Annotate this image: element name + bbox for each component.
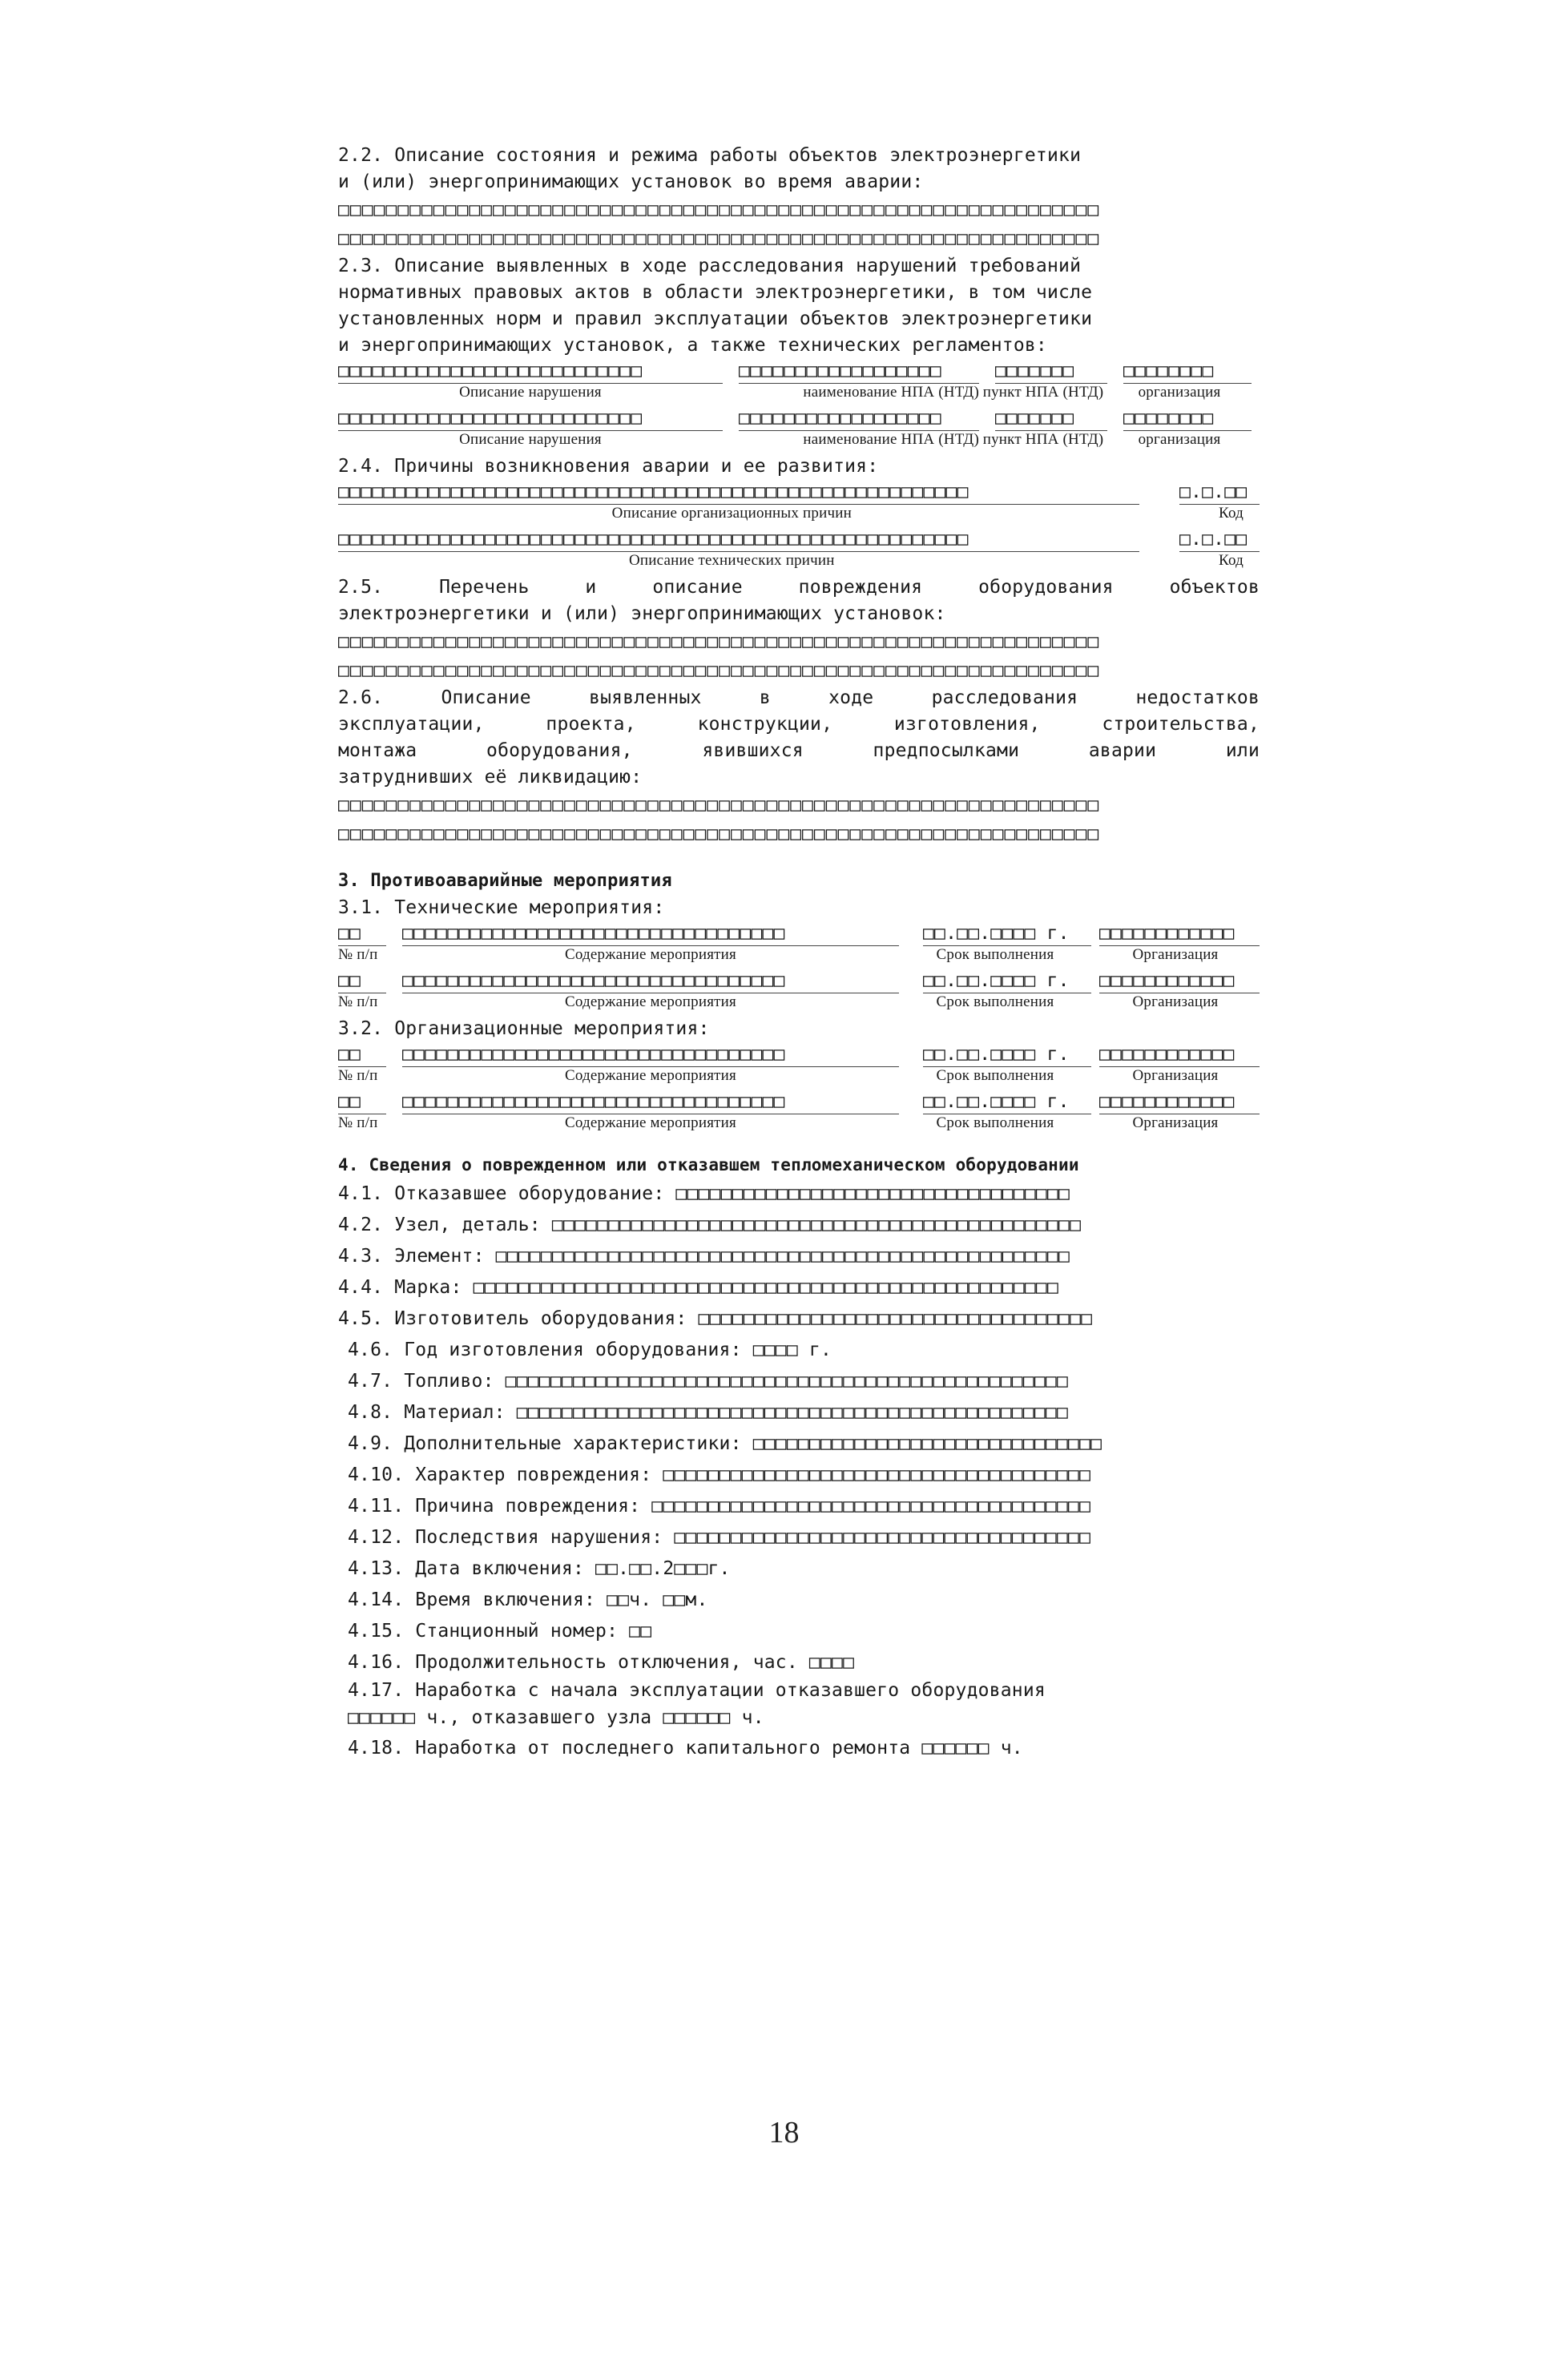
violation-npa-field: □□□□□□□□□□□□□□□□□□ (739, 406, 979, 431)
violation-org-field: □□□□□□□□ (1123, 359, 1252, 384)
tech-cause-row (338, 527, 1260, 552)
caption-desc: Описание нарушения (459, 384, 602, 401)
list-item: 4.10. Характер повреждения: □□□□□□□□□□□□□□□□□□□□□□□□□□□□□□□□□□□□□□ (348, 1465, 1091, 1485)
caption-punkt: пункт НПА (НТД) (982, 431, 1104, 448)
sec31-title: 3.1. Технические мероприятия: (338, 897, 665, 918)
sec23-line4: и энергопринимающих установок, а также технических регламентов: (338, 335, 1047, 356)
tech-cause-field: □□□□□□□□□□□□□□□□□□□□□□□□□□□□□□□□□□□□□□□□□□□□□□□□□□□□□□□□ (338, 527, 1139, 552)
list-item: 4.9. Дополнительные характеристики: □□□□□□□□□□□□□□□□□□□□□□□□□□□□□□□ (348, 1433, 1102, 1454)
sec26-boxes2: □□□□□□□□□□□□□□□□□□□□□□□□□□□□□□□□□□□□□□□□□□□□□□□□□□□□□□□□□□□□□□□□ (338, 824, 1100, 844)
list-item: □□□□□□ ч., отказавшего узла □□□□□□ ч. (348, 1707, 764, 1728)
violation-desc-field: □□□□□□□□□□□□□□□□□□□□□□□□□□□ (338, 406, 723, 431)
measure-row (338, 969, 1260, 993)
violation-captions-1 (338, 384, 1260, 401)
list-item: 4.17. Наработка с начала эксплуатации отказавшего оборудования (348, 1680, 1046, 1701)
sec26-line1: 2.6. Описание выявленных в ходе расследования недостатков (338, 687, 1260, 708)
list-item: 4.7. Топливо: □□□□□□□□□□□□□□□□□□□□□□□□□□□□□□□□□□□□□□□□□□□□□□□□□□ (348, 1371, 1069, 1392)
caption-content: Содержание мероприятия (565, 1067, 736, 1084)
sec32-title: 3.2. Организационные мероприятия: (338, 1018, 710, 1039)
violation-org-field: □□□□□□□□ (1123, 406, 1252, 431)
sec22-boxes1: □□□□□□□□□□□□□□□□□□□□□□□□□□□□□□□□□□□□□□□□□□□□□□□□□□□□□□□□□□□□□□□□ (338, 199, 1100, 220)
org-cause-caption: Описание организационных причин (611, 505, 852, 522)
tech-cause-code: □.□.□□ (1179, 527, 1260, 552)
caption-num: № п/п (338, 1067, 378, 1084)
measure-row (338, 1090, 1260, 1114)
org-cause-field: □□□□□□□□□□□□□□□□□□□□□□□□□□□□□□□□□□□□□□□□□□□□□□□□□□□□□□□□ (338, 480, 1139, 505)
measure-row (338, 1042, 1260, 1067)
sec4-heading: 4. Сведения о поврежденном или отказавшем тепломеханическом оборудовании (338, 1155, 1079, 1174)
caption-org: организация (1138, 384, 1221, 401)
list-item: 4.11. Причина повреждения: □□□□□□□□□□□□□□□□□□□□□□□□□□□□□□□□□□□□□□□ (348, 1496, 1091, 1517)
violation-captions-2 (338, 431, 1260, 449)
measure-num: □□ (338, 1042, 386, 1067)
measure-date: □□.□□.□□□□ г. (923, 1090, 1091, 1114)
caption-npa: наименование НПА (НТД) (803, 431, 979, 448)
org-cause-row (338, 480, 1260, 505)
caption-content: Содержание мероприятия (565, 993, 736, 1010)
list-item: 4.3. Элемент: □□□□□□□□□□□□□□□□□□□□□□□□□□□□□□□□□□□□□□□□□□□□□□□□□□□ (338, 1246, 1070, 1267)
org-cause-captions (338, 505, 1260, 522)
tech-cause-captions (338, 552, 1260, 570)
sec23-line1: 2.3. Описание выявленных в ходе расследования нарушений требований (338, 256, 1082, 276)
list-item: 4.12. Последствия нарушения: □□□□□□□□□□□□□□□□□□□□□□□□□□□□□□□□□□□□□ (348, 1527, 1091, 1548)
list-item: 4.6. Год изготовления оборудования: □□□□ г. (348, 1340, 832, 1360)
list-item: 4.15. Станционный номер: □□ (348, 1621, 652, 1642)
sec26-line3: монтажа оборудования, явившихся предпосылками аварии или (338, 740, 1260, 761)
sec4-items (338, 1178, 1260, 1764)
code-caption: Код (1219, 552, 1244, 569)
list-item: 4.14. Время включения: □□ч. □□м. (348, 1589, 708, 1610)
violation-desc-field: □□□□□□□□□□□□□□□□□□□□□□□□□□□ (338, 359, 723, 384)
sec25-line1: 2.5. Перечень и описание повреждения оборудования объектов (338, 577, 1260, 598)
measure-org: □□□□□□□□□□□□ (1099, 1042, 1260, 1067)
caption-date: Срок выполнения (936, 1067, 1054, 1084)
caption-date: Срок выполнения (936, 1114, 1054, 1131)
caption-org: организация (1138, 431, 1221, 448)
sec23-line2: нормативных правовых актов в области электроэнергетики, в том числе (338, 282, 1093, 303)
measure-date: □□.□□.□□□□ г. (923, 1042, 1091, 1067)
sec25-boxes1: □□□□□□□□□□□□□□□□□□□□□□□□□□□□□□□□□□□□□□□□□□□□□□□□□□□□□□□□□□□□□□□□ (338, 631, 1100, 652)
measure-captions (338, 946, 1260, 964)
measure-org: □□□□□□□□□□□□ (1099, 1090, 1260, 1114)
caption-desc: Описание нарушения (459, 431, 602, 448)
measure-num: □□ (338, 1090, 386, 1114)
measure-org: □□□□□□□□□□□□ (1099, 921, 1260, 946)
caption-npa: наименование НПА (НТД) (803, 384, 979, 401)
list-item: 4.8. Материал: □□□□□□□□□□□□□□□□□□□□□□□□□□□□□□□□□□□□□□□□□□□□□□□□□ (348, 1402, 1069, 1423)
caption-organization: Организация (1132, 1067, 1219, 1084)
sec3-heading: 3. Противоаварийные мероприятия (338, 871, 672, 891)
sec24-title: 2.4. Причины возникновения аварии и ее развития: (338, 456, 879, 477)
list-item: 4.18. Наработка от последнего капитального ремонта □□□□□□ ч. (348, 1738, 1023, 1759)
sec25-line2: электроэнергетики и (или) энергопринимающих установок: (338, 603, 946, 624)
measure-date: □□.□□.□□□□ г. (923, 969, 1091, 993)
sec22-boxes2: □□□□□□□□□□□□□□□□□□□□□□□□□□□□□□□□□□□□□□□□□□□□□□□□□□□□□□□□□□□□□□□□ (338, 228, 1100, 249)
violation-punkt-field: □□□□□□□ (995, 359, 1107, 384)
caption-content: Содержание мероприятия (565, 1114, 736, 1131)
measure-date: □□.□□.□□□□ г. (923, 921, 1091, 946)
sec26-boxes1: □□□□□□□□□□□□□□□□□□□□□□□□□□□□□□□□□□□□□□□□□□□□□□□□□□□□□□□□□□□□□□□□ (338, 795, 1100, 816)
caption-organization: Организация (1132, 993, 1219, 1010)
list-item: 4.4. Марка: □□□□□□□□□□□□□□□□□□□□□□□□□□□□□□□□□□□□□□□□□□□□□□□□□□□□ (338, 1277, 1059, 1298)
list-item: 4.13. Дата включения: □□.□□.2□□□г. (348, 1558, 731, 1579)
caption-organization: Организация (1132, 1114, 1219, 1131)
measure-content: □□□□□□□□□□□□□□□□□□□□□□□□□□□□□□□□□□ (402, 1090, 899, 1114)
caption-date: Срок выполнения (936, 993, 1054, 1010)
measure-content: □□□□□□□□□□□□□□□□□□□□□□□□□□□□□□□□□□ (402, 1042, 899, 1067)
measure-content: □□□□□□□□□□□□□□□□□□□□□□□□□□□□□□□□□□ (402, 921, 899, 946)
caption-organization: Организация (1132, 946, 1219, 963)
measure-org: □□□□□□□□□□□□ (1099, 969, 1260, 993)
sec26-line2: эксплуатации, проекта, конструкции, изготовления, строительства, (338, 714, 1260, 735)
list-item: 4.1. Отказавшее оборудование: □□□□□□□□□□□□□□□□□□□□□□□□□□□□□□□□□□□ (338, 1183, 1070, 1204)
violation-row-2 (338, 406, 1260, 431)
caption-num: № п/п (338, 946, 378, 963)
violation-punkt-field: □□□□□□□ (995, 406, 1107, 431)
document-page (338, 143, 1260, 1764)
caption-date: Срок выполнения (936, 946, 1054, 963)
code-caption: Код (1219, 505, 1244, 522)
violation-row-1 (338, 359, 1260, 384)
caption-punkt: пункт НПА (НТД) (982, 384, 1104, 401)
sec25-boxes2: □□□□□□□□□□□□□□□□□□□□□□□□□□□□□□□□□□□□□□□□□□□□□□□□□□□□□□□□□□□□□□□□ (338, 660, 1100, 681)
measure-content: □□□□□□□□□□□□□□□□□□□□□□□□□□□□□□□□□□ (402, 969, 899, 993)
page-number: 18 (768, 2116, 800, 2149)
sec22-line2: и (или) энергопринимающих установок во время аварии: (338, 171, 924, 192)
measure-row (338, 921, 1260, 946)
measure-num: □□ (338, 969, 386, 993)
caption-num: № п/п (338, 1114, 378, 1131)
list-item: 4.2. Узел, деталь: □□□□□□□□□□□□□□□□□□□□□□□□□□□□□□□□□□□□□□□□□□□□□□□ (338, 1215, 1082, 1235)
list-item: 4.16. Продолжительность отключения, час. □□□□ (348, 1652, 855, 1673)
list-item: 4.5. Изготовитель оборудования: □□□□□□□□□□□□□□□□□□□□□□□□□□□□□□□□□□□ (338, 1308, 1093, 1329)
sec22-line1: 2.2. Описание состояния и режима работы объектов электроэнергетики (338, 145, 1082, 166)
sec23-line3: установленных норм и правил эксплуатации объектов электроэнергетики (338, 308, 1093, 329)
measure-captions (338, 993, 1260, 1011)
measure-captions (338, 1114, 1260, 1132)
violation-npa-field: □□□□□□□□□□□□□□□□□□ (739, 359, 979, 384)
sec26-line4: затруднивших её ликвидацию: (338, 767, 643, 788)
caption-content: Содержание мероприятия (565, 946, 736, 963)
tech-cause-caption: Описание технических причин (628, 552, 835, 569)
caption-num: № п/п (338, 993, 378, 1010)
org-cause-code: □.□.□□ (1179, 480, 1260, 505)
measure-captions (338, 1067, 1260, 1085)
measure-num: □□ (338, 921, 386, 946)
